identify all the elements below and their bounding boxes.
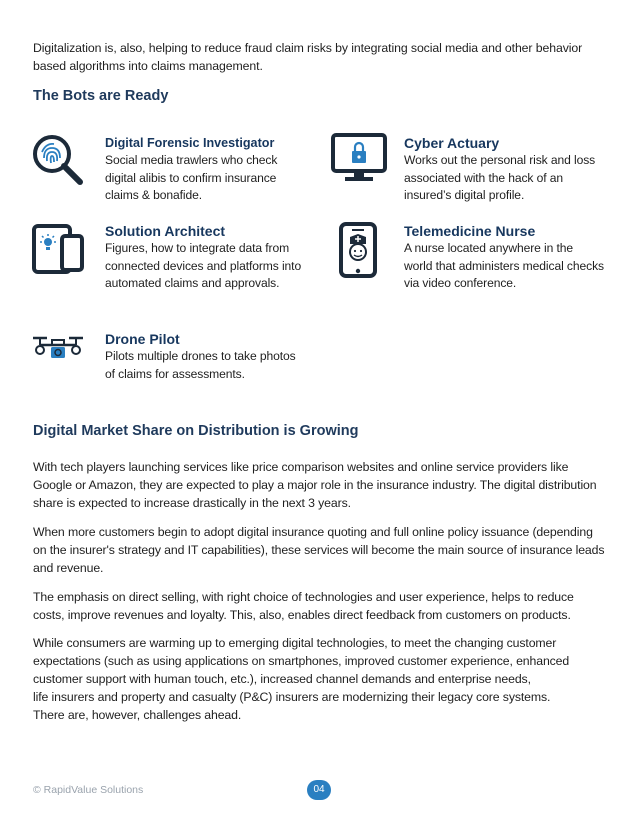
bot-description: Pilots multiple drones to take photos of claims for assessments. bbox=[105, 349, 296, 381]
bots-heading: The Bots are Ready bbox=[33, 88, 169, 104]
bot-title: Telemedicine Nurse bbox=[404, 223, 536, 239]
bot-drone-pilot bbox=[105, 330, 305, 383]
market-heading: Digital Market Share on Distribution is Growing bbox=[33, 423, 359, 439]
bot-description: Works out the personal risk and loss associated with the hack of an insured’s digital profile. bbox=[404, 153, 596, 202]
monitor-lock-icon bbox=[330, 131, 390, 187]
bot-cyber-actuary bbox=[404, 134, 604, 205]
page-number-badge: 04 bbox=[307, 780, 331, 800]
market-paragraph: With tech players launching services like price comparison websites and online service providers like Google or Amazon, they are expected to play a major role in the insurance industry. The digital distribution share is expected to increase drastically in the next 3 years. bbox=[33, 460, 597, 510]
bot-description: Figures, how to integrate data from connected devices and platforms into automated claims and approvals. bbox=[105, 241, 302, 290]
market-paragraph: The emphasis on direct selling, with right choice of technologies and user experience, helps to reduce costs, improve revenues and loyalty. This, also, enables direct feedback from customers on products. bbox=[33, 590, 574, 622]
bot-title: Cyber Actuary bbox=[404, 135, 500, 151]
intro-paragraph: Digitalization is, also, helping to reduce fraud claim risks by integrating social media and other behavior based algorithms into claims management. bbox=[33, 41, 583, 73]
fingerprint-magnifier-icon bbox=[30, 132, 86, 188]
market-paragraph: There are, however, challenges ahead. bbox=[33, 708, 242, 722]
drone-icon bbox=[30, 333, 86, 363]
market-paragraph: life insurers and property and casualty (P&C) insurers are modernizing their legacy core systems. bbox=[33, 690, 551, 704]
bot-title: Solution Architect bbox=[105, 223, 226, 239]
bot-solution-architect bbox=[105, 222, 305, 293]
market-paragraph: When more customers begin to adopt digital insurance quoting and full online policy issuance (depending on the insurer's strategy and IT capabilities), these services will become the main source of insurance leads and revenue. bbox=[33, 525, 605, 575]
bot-title: Drone Pilot bbox=[105, 331, 180, 347]
bot-title: Digital Forensic Investigator bbox=[105, 136, 275, 150]
bot-telemedicine-nurse bbox=[404, 222, 604, 293]
bot-description: A nurse located anywhere in the world that administers medical checks via video conference. bbox=[404, 241, 604, 290]
footer-copyright: © RapidValue Solutions bbox=[33, 784, 144, 796]
phone-nurse-icon bbox=[338, 222, 378, 278]
bot-digital-forensic-investigator bbox=[105, 134, 305, 205]
connected-devices-icon bbox=[32, 222, 88, 278]
bot-description: Social media trawlers who check digital alibis to confirm insurance claims & bonafide. bbox=[105, 153, 278, 202]
market-paragraph: While consumers are warming up to emerging digital technologies, to meet the changing customer expectations (such as using applications on smartphones, improved customer experience, enhanced customer support with human touch, etc.), increased channel demands and enterprise needs, bbox=[33, 636, 570, 686]
